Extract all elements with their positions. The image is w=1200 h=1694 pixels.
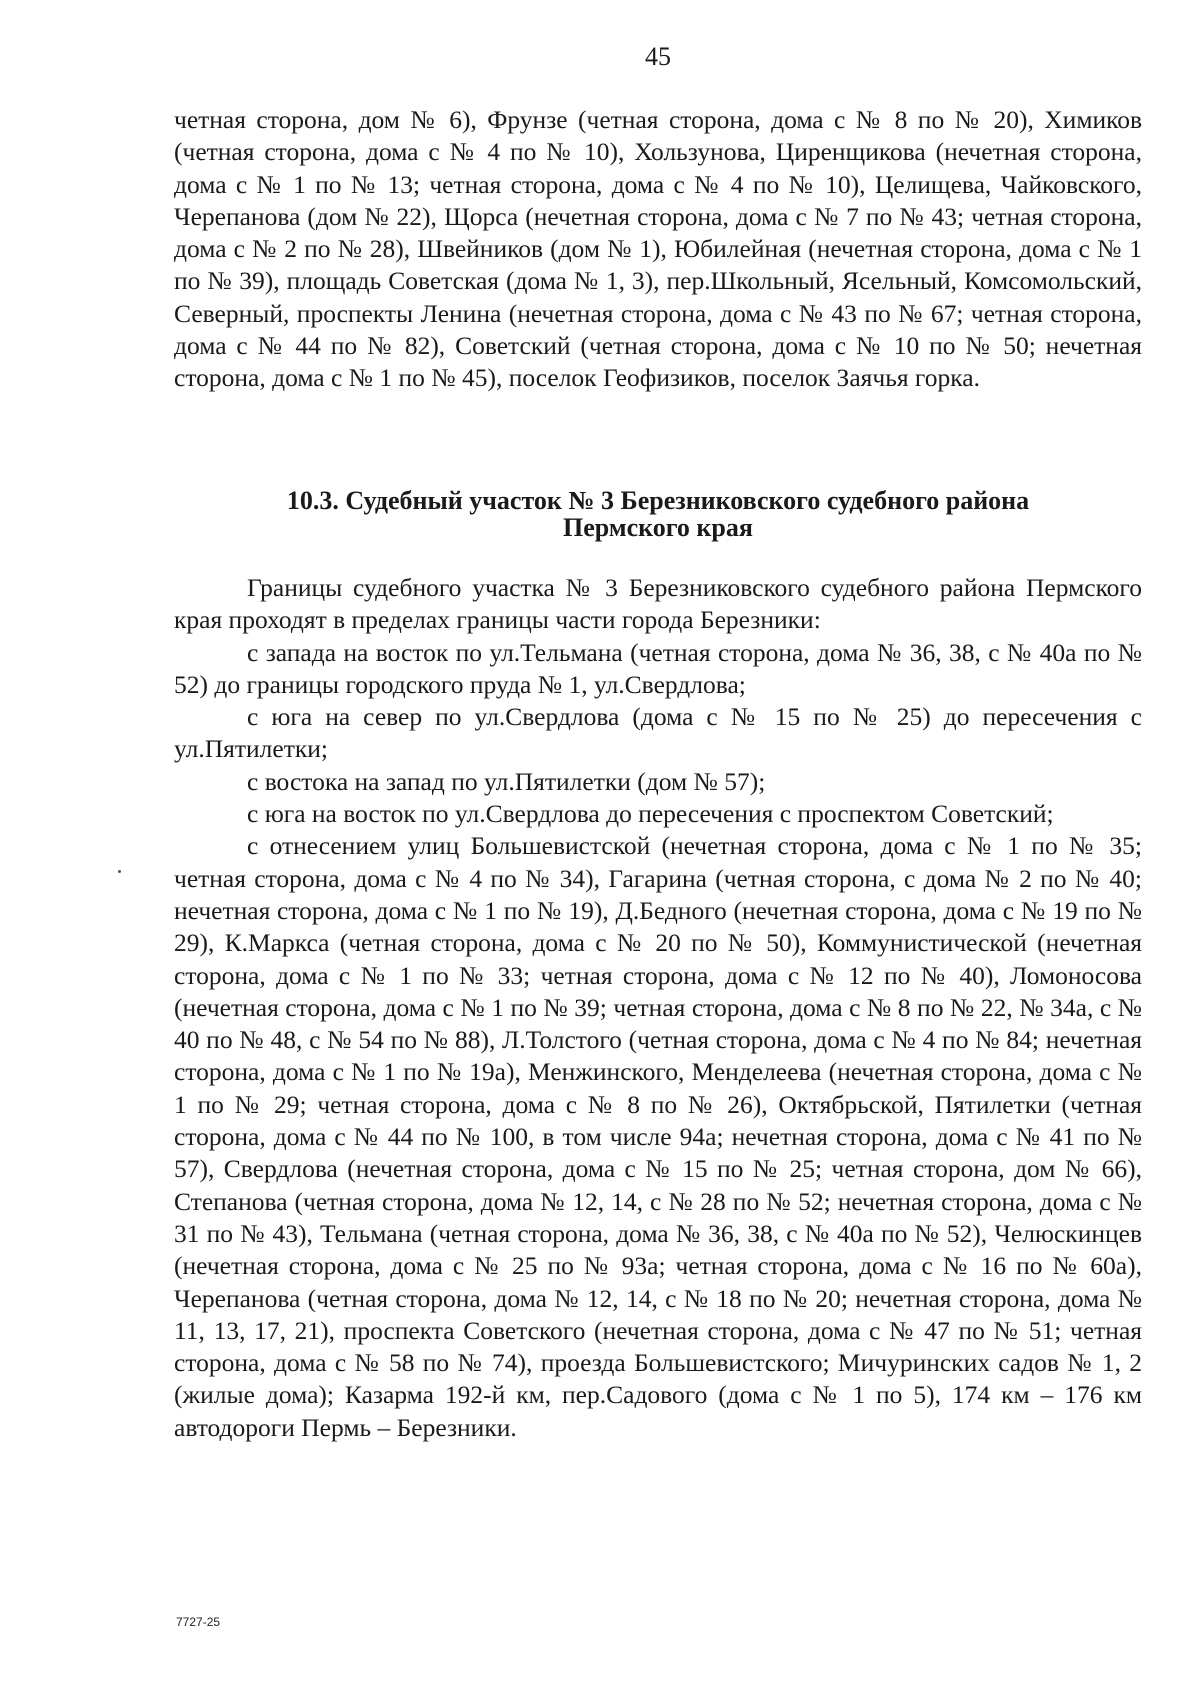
boundary-west-east-paragraph: с запада на восток по ул.Тельмана (четная сторона, дома № 36, 38, с № 40а по № 52) до границы городского пруда № 1, ул.Свердлова;: [174, 637, 1142, 699]
section-heading: [174, 487, 1142, 541]
boundary-south-east-paragraph: с юга на восток по ул.Свердлова до пересечения с проспектом Советский;: [247, 799, 1054, 829]
section-heading-line-2: Пермского края: [563, 513, 753, 542]
page-number: 45: [645, 42, 671, 71]
section-heading-line-1: 10.3. Судебный участок № 3 Березниковского судебного района: [286, 486, 1030, 515]
intro-paragraph: четная сторона, дом № 6), Фрунзе (четная сторона, дома с № 8 по № 20), Химиков (четная сторона, дома с № 4 по № 10), Хользунова, Циренщикова (нечетная сторона, дома с № 1 по № 13; четная сторона, дома с № 4 по № 10), Целищева, Чайковского, Черепанова (дом № 22), Щорса (нечетная сторона, дома с № 7 по № 43; четная сторона, дома с № 2 по № 28), Швейников (дом № 1), Юбилейная (нечетная сторона, дома с № 1 по № 39), площадь Советская (дома № 1, 3), пер.Школьный, Ясельный, Комсомольский, Северный, проспекты Ленина (нечетная сторона, дома с № 43 по № 67; четная сторона, дома с № 44 по № 82), Советский (четная сторона, дома с № 10 по № 50; нечетная сторона, дома с № 1 по № 45), поселок Геофизиков, поселок Заячья горка.: [174, 105, 1142, 393]
boundary-east-west-paragraph: с востока на запад по ул.Пятилетки (дом № 57);: [247, 766, 766, 796]
boundary-south-north-paragraph: с юга на север по ул.Свердлова (дома с № 15 по № 25) до пересечения с ул.Пятилетки;: [174, 702, 1142, 764]
streets-list-paragraph: с отнесением улиц Большевистской (нечетная сторона, дома с № 1 по № 35; четная сторона, дома с № 4 по № 34), Гагарина (четная сторона, с дома № 2 по № 40; нечетная сторона, дома с № 1 по № 19), Д.Бедного (нечетная сторона, дома с № 19 по № 29), К.Маркса (четная сторона, дома с № 20 по № 50), Коммунистической (нечетная сторона, дома с № 1 по № 33; четная сторона, дома с № 12 по № 40), Ломоносова (нечетная сторона, дома с № 1 по № 39; четная сторона, дома с № 8 по № 22, № 34а, с № 40 по № 48, с № 54 по № 88), Л.Толстого (четная сторона, дома с № 4 по № 84; нечетная сторона, дома с № 1 по № 19а), Менжинского, Менделеева (нечетная сторона, дома с № 1 по № 29; четная сторона, дома с № 8 по № 26), Октябрьской, Пятилетки (четная сторона, дома с № 44 по № 100, в том числе 94а; нечетная сторона, дома с № 41 по № 57), Свердлова (нечетная сторона, дома с № 15 по № 25; четная сторона, дом № 66), Степанова (четная сторона, дома № 12, 14, с № 28 по № 52; нечетная сторона, дома с № 31 по № 43), Тельмана (четная сторона, дома № 36, 38, с № 40а по № 52), Челюскинцев (нечетная сторона, дома с № 25 по № 93а; четная сторона, дома с № 16 по № 60а), Черепанова (четная сторона, дома № 12, 14, с № 18 по № 20; нечетная сторона, дома № 11, 13, 17, 21), проспекта Советского (нечетная сторона, дома с № 47 по № 51; четная сторона, дома с № 58 по № 74), проезда Большевистского; Мичуринских садов № 1, 2 (жилые дома); Казарма 192-й км, пер.Садового (дома с № 1 по 5), 174 км – 176 км автодороги Пермь – Березники.: [174, 831, 1142, 1442]
scan-speck: [118, 870, 121, 873]
intro-paragraph-block: [174, 104, 1142, 395]
document-code: 7727-25: [176, 1615, 221, 1629]
section-body: [174, 572, 1142, 1444]
boundaries-intro-paragraph: Границы судебного участка № 3 Березниковского судебного района Пермского края проходят в пределах границы части города Березники:: [174, 573, 1142, 635]
